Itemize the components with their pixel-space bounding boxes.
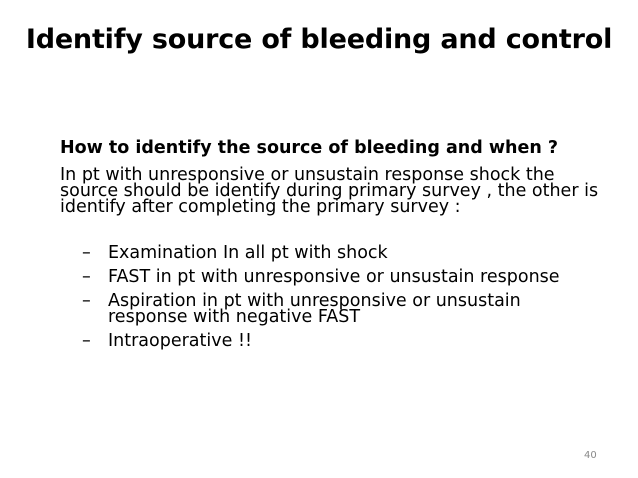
slide-title: Identify source of bleeding and control — [25, 24, 613, 55]
question-heading: How to identify the source of bleeding and when ? — [60, 138, 559, 158]
slide-body — [60, 140, 600, 357]
bullet-item — [60, 293, 600, 325]
dash-bullet-icon: – — [82, 267, 91, 287]
bullet-item — [60, 333, 600, 349]
bullet-item — [60, 245, 600, 261]
page-number: 40 — [584, 450, 597, 461]
dash-bullet-icon: – — [82, 243, 91, 263]
bullet-text: FAST in pt with unresponsive or unsustain response — [108, 267, 560, 287]
dash-bullet-icon: – — [82, 331, 91, 351]
bullet-text: Aspiration in pt with unresponsive or unsustain response with negative FAST — [108, 291, 521, 327]
dash-bullet-icon: – — [82, 291, 91, 311]
bullet-list — [60, 245, 600, 349]
intro-paragraph: In pt with unresponsive or unsustain response shock the source should be identify during primary survey , the other is identify after completing the primary survey : — [60, 165, 599, 217]
bullet-text: Intraoperative !! — [108, 331, 252, 351]
bullet-text: Examination In all pt with shock — [108, 243, 388, 263]
bullet-item — [60, 269, 600, 285]
